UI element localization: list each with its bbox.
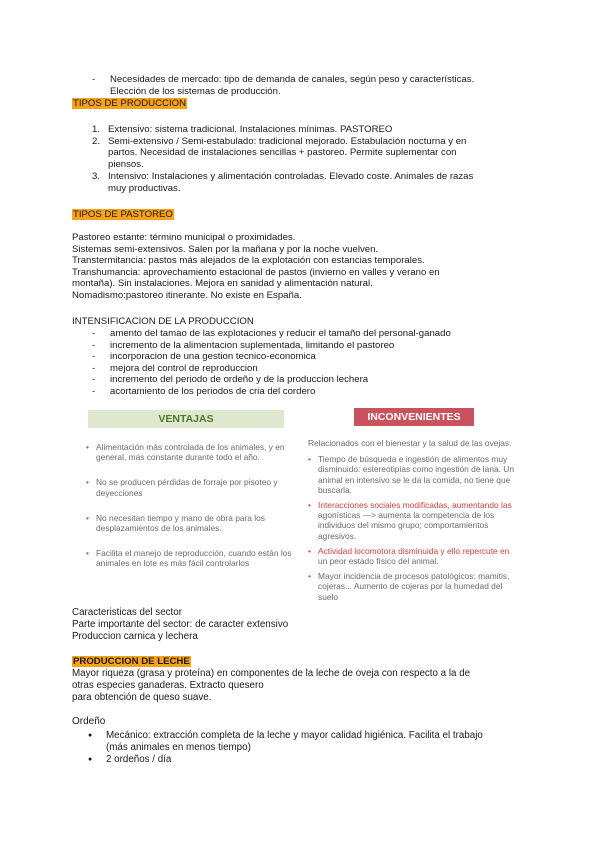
section-heading-produccion-leche: PRODUCCION DE LECHE (73, 656, 190, 667)
list-item: • Tiempo de búsqueda e ingestión de alimentos muy disminuido: estereotipias como ingestión de lana. Un animal en intensivo se le da la comida, no tiene que buscarla. (308, 454, 520, 495)
inconvenientes-list: Relacionados con el bienestar y la salud de las ovejas. • Tiempo de búsqueda e ingestión de alimentos muy disminuido: estereotipias como ingestión de lana. Un animal en intensivo se le da la comida, no tiene que buscarla. • Interacciones sociales modificadas, aumentando las agonísticas —> aumenta la competencia de los individuos del mismo grupo; comportamientos agresivos. • Actividad locomotora disminuida y ello repercute en un peor estado físico del animal. • Mayor incidencia de procesos patológicos: mamitis, cojeras... Aumento de cojeras por la humedad del suelo (308, 438, 520, 602)
section-heading-intensificacion: INTENSIFICACION DE LA PRODUCCION (72, 316, 254, 327)
list-item: • No necesitan tiempo y mano de obra para los desplazamientos de los animales. (86, 513, 296, 533)
ventajas-header: VENTAJAS (88, 410, 284, 428)
market-needs-list (92, 74, 532, 97)
ventajas-list (86, 442, 296, 569)
list-item: • Interacciones sociales modificadas, aumentando las agonísticas —> aumenta la competencia de los individuos del mismo grupo; comportamientos agresivos. (308, 500, 520, 541)
list-item: • Actividad locomotora disminuida y ello repercute en un peor estado físico del animal. (308, 546, 520, 566)
section-heading-tipos-produccion: TIPOS DE PRODUCCION (73, 98, 187, 109)
list-item: - incremento del periodo de ordeño y de la produccion lechera (92, 374, 532, 386)
list-item: • Alimentación más controlada de los animales, y en general, más constante durante todo el año. (86, 442, 296, 462)
milking-list (72, 730, 542, 766)
list-item: 2. Semi-extensivo / Semi-estabulado: tradicional mejorado. Estabulación nocturna y en partos. Necesidad de instalaciones sencillas + pastoreo. Permite suplementar con piensos. (92, 135, 467, 170)
grazing-types-text: Pastoreo estante: término municipal o proximidades. Sistemas semi-extensivos. Salen por la mañana y por la noche vuelven. Transtermitancia: pastos más alejados de la explotación con estancias temporales. Transhumancia: aprovechamiento estacional de pastos (invierno en valles y verano en montaña). Sin instalaciones. Mejora en sanidad y alimentación natural. Nomadismo:pastoreo itinerante. No existe en España. (72, 232, 440, 301)
ordeno-title: Ordeño (72, 716, 106, 727)
list-item: • Facilita el manejo de reproducción, cuando están los animales en lote es más fácil controlarlos (86, 548, 296, 568)
intensification-list (92, 328, 532, 397)
list-item: - acortamiento de los periodos de cria del cordero (92, 386, 532, 398)
milk-production-text: Mayor riqueza (grasa y proteína) en componentes de la leche de oveja con respecto a la de otras especies ganaderas. Extracto quesero para obtención de queso suave. (72, 668, 471, 703)
list-item: ● Mecánico: extracción completa de la leche y mayor calidad higiénica. Facilita el trabajo (más animales en menos tiempo) (72, 730, 542, 754)
list-item: - mejora del control de reproduccion (92, 363, 532, 375)
section-heading-tipos-pastoreo: TIPOS DE PASTOREO (73, 209, 173, 220)
list-item: - amento del tamao de las explotaciones y reducir el tamaño del personal-ganado (92, 328, 532, 340)
list-item: - incremento de la alimentacion suplementada, limitando el pastoreo (92, 340, 532, 352)
sector-characteristics: Caracteristicas del sector Parte importante del sector: de caracter extensivo Produccion carnica y lechera (72, 607, 289, 642)
list-item: 3. Intensivo: Instalaciones y alimentación controladas. Elevado coste. Animales de razas muy productivas. (92, 171, 474, 194)
inconvenientes-header: INCONVENIENTES (354, 408, 474, 426)
production-types-list (92, 124, 522, 194)
list-item: ● 2 ordeños / día (72, 754, 542, 766)
list-item: • No se producen pérdidas de forraje por pisoteo y deyecciones (86, 477, 296, 497)
list-item: 1. Extensivo: sistema tradicional. Instalaciones mínimas. PASTOREO (92, 124, 393, 135)
list-item: - incorporacion de una gestion tecnico-economica (92, 351, 532, 363)
list-item: • Mayor incidencia de procesos patológicos: mamitis, cojeras... Aumento de cojeras por la humedad del suelo (308, 571, 520, 602)
list-item: - Necesidades de mercado: tipo de demanda de canales, según peso y características. Elección de los sistemas de producción. (92, 74, 532, 97)
